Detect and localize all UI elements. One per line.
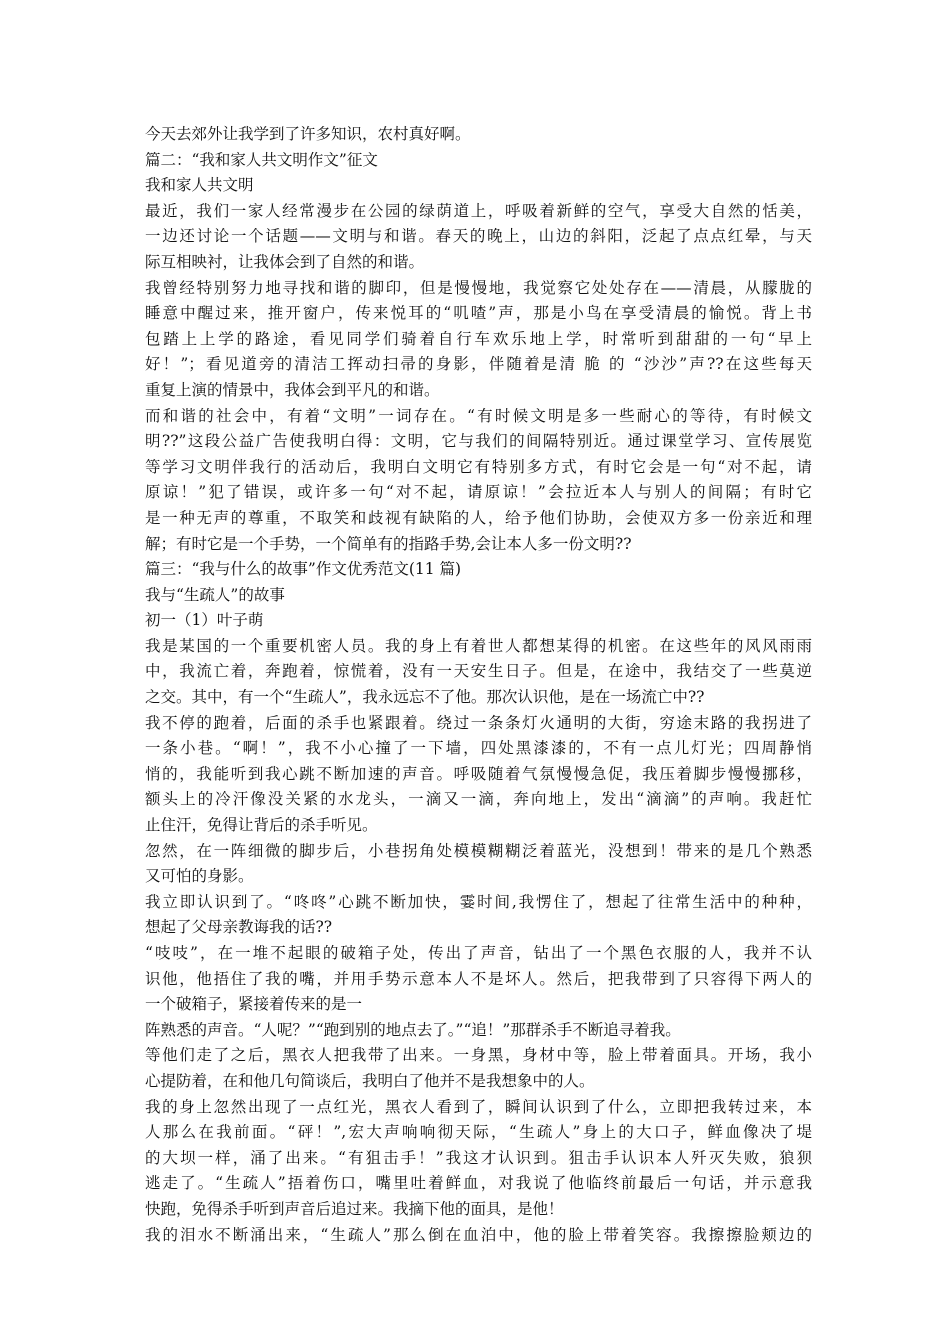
text-line: 我与“生疏人”的故事 — [145, 585, 285, 604]
text-line: 我曾经特别努力地寻找和谐的脚印，但是慢慢地，我觉察它处处存在——清晨，从朦胧的 — [145, 278, 812, 297]
text-line: 好！”；看见道旁的清洁工挥动扫帚的身影，伴随着是清 脆 的 “沙沙”声??在这些每天 — [145, 355, 812, 374]
text-line: 止住汗，免得让背后的杀手听见。 — [145, 816, 378, 835]
text-line: 等他们走了之后，黑衣人把我带了出来。一身黑，身材中等，脸上带着面具。开场，我小 — [145, 1046, 812, 1065]
text-line: 而和谐的社会中，有着“文明”一词存在。“有时候文明是多一些耐心的等待，有时候文 — [145, 406, 812, 425]
text-line: 想起了父母亲教诲我的话?? — [145, 918, 333, 937]
text-line: 一个破箱子，紧接着传来的是一 — [145, 995, 363, 1014]
text-line: 篇三：“我与什么的故事”作文优秀范文(11 篇) — [145, 560, 462, 579]
text-line: 一边还讨论一个话题——文明与和谐。春天的晚上，山边的斜阳，泛起了点点红晕，与天 — [145, 227, 812, 246]
text-line: 篇二：“我和家人共文明作文”征文 — [145, 150, 378, 169]
text-line: 我和家人共文明 — [145, 176, 254, 195]
text-line: 心提防着，在和他几句简谈后，我明白了他并不是我想象中的人。 — [145, 1071, 595, 1090]
text-line: 睡意中醒过来，推开窗户，传来悦耳的“叽喳”声，那是小鸟在享受清晨的愉悦。背上书 — [145, 304, 812, 323]
text-line: 我立即认识到了。“咚咚”心跳不断加快，霎时间,我愣住了，想起了往常生活中的种种， — [145, 892, 812, 911]
text-line: 是一种无声的尊重，不取笑和歧视有缺陷的人，给予他们协助，会使双方多一份亲近和理 — [145, 508, 812, 527]
text-line: 际互相映衬，让我体会到了自然的和谐。 — [145, 252, 425, 271]
text-line: 初一（1）叶子萌 — [145, 611, 264, 630]
text-line: 解；有时它是一个手势，一个简单有的指路手势,会让本人多一份文明?? — [145, 534, 632, 553]
text-line: 额头上的冷汗像没关紧的水龙头，一滴又一滴，奔向地上，发出“滴滴”的声响。我赶忙 — [145, 790, 812, 809]
document-page — [145, 122, 812, 1248]
text-line: 中，我流亡着，奔跑着，惊慌着，没有一天安生日子。但是，在途中，我结交了一些莫逆 — [145, 662, 812, 681]
text-line: 一条小巷。“啊！”，我不小心撞了一下墙，四处黑漆漆的，不有一点儿灯光；四周静悄 — [145, 739, 812, 758]
text-line: 阵熟悉的声音。“人呢？”“跑到别的地点去了。”“追！”那群杀手不断追寻着我。 — [145, 1020, 681, 1039]
text-line: 我是某国的一个重要机密人员。我的身上有着世人都想某得的机密。在这些年的风风雨雨 — [145, 636, 812, 655]
text-line: 明??”这段公益广告使我明白得：文明，它与我们的间隔特别近。通过课堂学习、宣传展览 — [145, 432, 812, 451]
text-line: 快跑，免得杀手听到声音后追过来。我摘下他的面具，是他！ — [145, 1199, 564, 1218]
text-line: “吱吱”，在一堆不起眼的破箱子处，传出了声音，钻出了一个黑色衣服的人，我并不认 — [145, 944, 812, 962]
text-line: 的大坝一样，涌了出来。“有狙击手！”我这才认识到。狙击手认识本人歼灭失败，狼狈 — [145, 1148, 812, 1167]
text-line: 我的身上忽然出现了一点红光，黑衣人看到了，瞬间认识到了什么，立即把我转过来，本 — [145, 1097, 812, 1116]
text-line: 原谅！”犯了错误，或许多一句“对不起，请原谅！”会拉近本人与别人的间隔；有时它 — [145, 483, 812, 502]
text-line: 我的泪水不断涌出来，“生疏人”那么倒在血泊中，他的脸上带着笑容。我擦擦脸颊边的 — [145, 1225, 812, 1244]
text-line: 又可怕的身影。 — [145, 867, 254, 886]
text-line: 我不停的跑着，后面的杀手也紧跟着。绕过一条条灯火通明的大街，穷途末路的我拐进了 — [145, 713, 812, 732]
text-line: 重复上演的情景中，我体会到平凡的和谐。 — [145, 380, 440, 399]
text-line: 逃走了。“生疏人”捂着伤口，嘴里吐着鲜血，对我说了他临终前最后一句话，并示意我 — [145, 1174, 812, 1193]
text-line: 悄的，我能听到我心跳不断加速的声音。呼吸随着气氛慢慢急促，我压着脚步慢慢挪移， — [145, 764, 812, 783]
text-line: 识他，他捂住了我的嘴，并用手势示意本人不是坏人。然后，把我带到了只容得下两人的 — [145, 969, 812, 988]
text-line: 今天去郊外让我学到了许多知识，农村真好啊。 — [145, 125, 471, 143]
text-line: 之交。其中，有一个“生疏人”，我永远忘不了他。那次认识他，是在一场流亡中?? — [145, 688, 705, 707]
text-line: 包踏上上学的路途，看见同学们骑着自行车欢乐地上学，时常听到甜甜的一句“早上 — [145, 329, 812, 348]
text-line: 等学习文明伴我行的活动后，我明白文明它有特别多方式，有时它会是一句“对不起，请 — [145, 457, 812, 476]
text-line: 忽然，在一阵细微的脚步后，小巷拐角处模模糊糊泛着蓝光，没想到！带来的是几个熟悉 — [145, 841, 812, 860]
text-line: 最近，我们一家人经常漫步在公园的绿荫道上，呼吸着新鲜的空气，享受大自然的恬美， — [145, 201, 812, 220]
text-line: 人那么在我前面。“砰！”,宏大声响响彻天际，“生疏人”身上的大口子，鲜血像决了堤 — [145, 1123, 812, 1142]
